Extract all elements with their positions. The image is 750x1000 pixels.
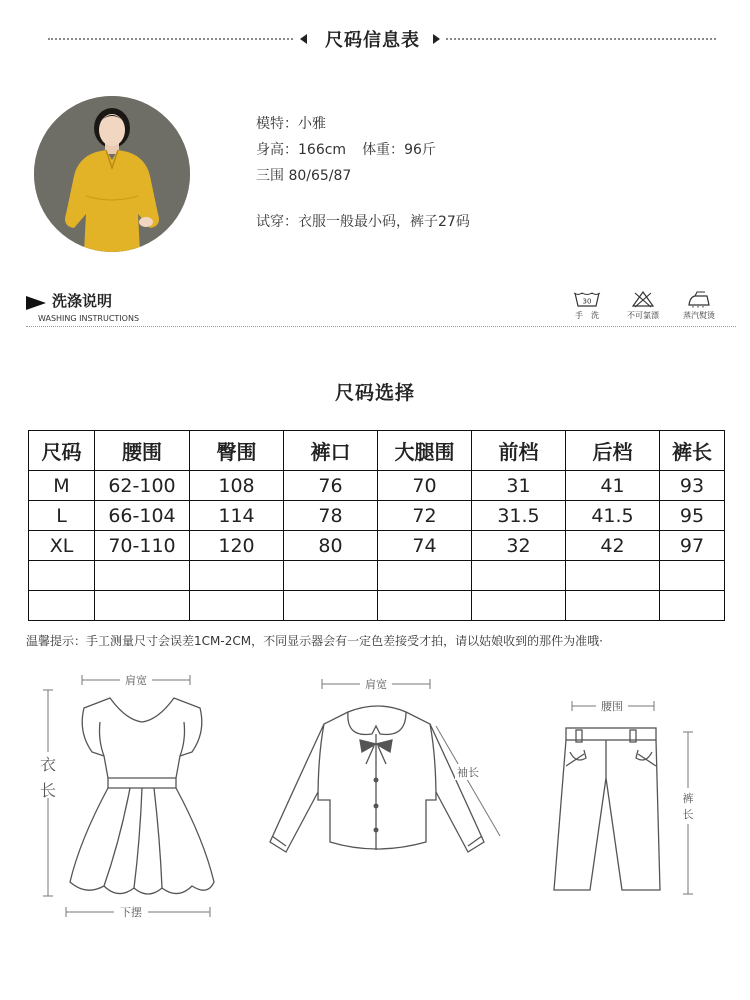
table-cell — [378, 561, 472, 591]
table-cell: 74 — [378, 531, 472, 561]
care-hand-wash-label: 手 洗 — [575, 311, 599, 320]
column-header: 裤口 — [284, 431, 378, 471]
table-cell: 62-100 — [95, 471, 190, 501]
size-table-title: 尺码选择 — [334, 382, 415, 404]
care-steam-iron — [674, 290, 724, 321]
try-on-line — [256, 212, 470, 238]
column-header: 后档 — [566, 431, 660, 471]
table-cell: 41.5 — [566, 501, 660, 531]
model-info — [256, 114, 470, 238]
section-header — [0, 24, 750, 56]
table-cell: 95 — [660, 501, 725, 531]
shirt-button — [374, 778, 379, 783]
table-cell: 120 — [190, 531, 284, 561]
shirt-shoulder-label: 肩宽 — [365, 678, 387, 691]
model-name: 小雅 — [298, 116, 326, 132]
height-value: 166cm — [298, 142, 347, 158]
table-cell: 70-110 — [95, 531, 190, 561]
measurements-value: 80/65/87 — [288, 168, 352, 184]
table-cell: 31 — [472, 471, 566, 501]
triangle-right-icon — [433, 34, 440, 44]
column-header: 裤长 — [660, 431, 725, 471]
table-cell — [660, 561, 725, 591]
table-cell: 41 — [566, 471, 660, 501]
garment-diagrams-svg — [0, 660, 750, 930]
height-label: 身高： — [256, 142, 298, 158]
table-cell — [95, 561, 190, 591]
try-on-label: 试穿： — [256, 214, 298, 230]
table-cell: 108 — [190, 471, 284, 501]
care-steam-iron-label: 蒸汽熨烫 — [683, 311, 715, 320]
column-header: 大腿围 — [378, 431, 472, 471]
column-header: 尺码 — [29, 431, 95, 471]
triangle-pointer-icon — [26, 296, 46, 310]
measurement-tip: 温馨提示：手工测量尺寸会误差1CM-2CM，不同显示器会有一定色差接受才拍，请以姑娘收到的那件为准哦· — [26, 634, 603, 648]
table-cell: XL — [29, 531, 95, 561]
table-cell — [660, 591, 725, 621]
dress-length-label: 衣长 — [39, 755, 57, 800]
table-cell: 93 — [660, 471, 725, 501]
washing-title: 洗涤说明 — [52, 292, 113, 310]
table-cell — [29, 591, 95, 621]
hand-wash-30-icon — [573, 290, 601, 308]
table-cell — [378, 591, 472, 621]
column-header: 臀围 — [190, 431, 284, 471]
table-row-empty — [29, 561, 725, 591]
model-name-label: 模特： — [256, 116, 298, 132]
shirt-sleeve-label: 袖长 — [457, 766, 479, 779]
washing-divider — [26, 326, 736, 327]
column-header: 前档 — [472, 431, 566, 471]
table-cell: 80 — [284, 531, 378, 561]
table-cell — [190, 591, 284, 621]
table-cell: 97 — [660, 531, 725, 561]
care-no-bleach — [618, 290, 668, 321]
pants-length-label: 裤长 — [682, 792, 694, 821]
pants-waist-label: 腰围 — [601, 700, 623, 713]
table-cell: 78 — [284, 501, 378, 531]
weight-value: 96斤 — [404, 142, 436, 158]
table-cell — [284, 591, 378, 621]
model-measurements-line — [256, 166, 470, 192]
dress-shoulder-label: 肩宽 — [125, 674, 147, 687]
table-cell: M — [29, 471, 95, 501]
table-cell — [566, 591, 660, 621]
model-name-line — [256, 114, 470, 140]
table-cell: 66-104 — [95, 501, 190, 531]
dotted-divider-right — [446, 38, 716, 40]
garment-diagrams — [0, 660, 750, 930]
page-title: 尺码信息表 — [325, 30, 420, 51]
table-cell: 114 — [190, 501, 284, 531]
table-cell: 31.5 — [472, 501, 566, 531]
dress-hem-label: 下摆 — [120, 906, 142, 919]
try-on-value: 衣服一般最小码，裤子27码 — [298, 214, 470, 230]
table-header-row — [29, 431, 725, 471]
table-row — [29, 471, 725, 501]
table-cell — [566, 561, 660, 591]
table-cell: 42 — [566, 531, 660, 561]
table-cell: 32 — [472, 531, 566, 561]
table-cell — [472, 561, 566, 591]
table-row-empty — [29, 591, 725, 621]
svg-text:30: 30 — [582, 297, 592, 306]
shirt-button — [374, 804, 379, 809]
model-height-weight-line — [256, 140, 470, 166]
size-table — [28, 430, 725, 621]
model-photo — [34, 96, 190, 252]
table-cell: 70 — [378, 471, 472, 501]
care-hand-wash — [562, 290, 612, 321]
pants-diagram — [554, 701, 693, 894]
table-cell: 76 — [284, 471, 378, 501]
dress-diagram — [43, 675, 214, 917]
table-row — [29, 531, 725, 561]
table-cell — [472, 591, 566, 621]
table-cell: 72 — [378, 501, 472, 531]
washing-instructions — [24, 290, 734, 330]
weight-label: 体重： — [362, 142, 405, 158]
table-cell — [29, 561, 95, 591]
table-cell — [95, 591, 190, 621]
steam-iron-icon — [686, 290, 712, 308]
column-header: 腰围 — [95, 431, 190, 471]
table-row — [29, 501, 725, 531]
table-cell — [190, 561, 284, 591]
table-cell — [284, 561, 378, 591]
no-bleach-icon — [631, 290, 655, 308]
washing-subtitle: WASHING INSTRUCTIONS — [38, 314, 140, 323]
table-cell: L — [29, 501, 95, 531]
shirt-button — [374, 828, 379, 833]
dotted-divider-left — [48, 38, 293, 40]
care-no-bleach-label: 不可氯漂 — [627, 311, 659, 320]
measurements-label: 三围 — [256, 168, 284, 184]
